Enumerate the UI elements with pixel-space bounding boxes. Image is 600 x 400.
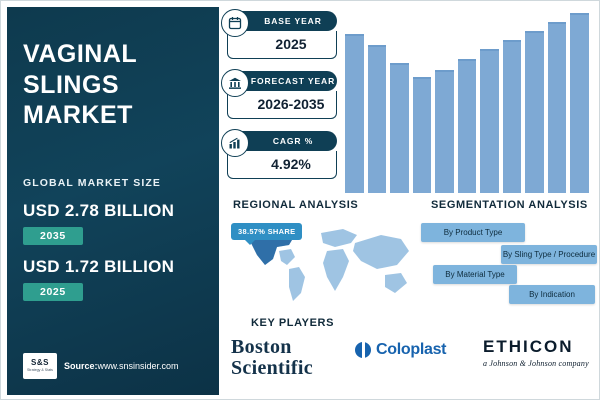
regional-map	[227, 215, 417, 307]
kpi-forecast-year-value: 2026-2035	[227, 91, 337, 119]
player-ethicon-name: ETHICON	[483, 337, 574, 356]
player-logo-ethicon	[483, 337, 589, 368]
bar-2028	[413, 77, 432, 193]
logo-secondary-text: Strategy & Stats	[27, 367, 53, 372]
player-logo-boston-scientific	[231, 337, 313, 379]
player-boston-line1: Boston	[231, 336, 292, 358]
kpi-cagr-value: 4.92%	[227, 151, 337, 179]
kpi-column	[227, 11, 337, 191]
bar-2030	[458, 59, 477, 193]
kpi-cagr	[227, 131, 337, 179]
player-boston-line2: Scientific	[231, 357, 313, 379]
source-text	[64, 361, 179, 371]
segment-chip-product-type[interactable]: By Product Type	[421, 223, 525, 242]
market-size-bar-chart	[345, 15, 589, 193]
bar-2033	[525, 31, 544, 193]
kpi-base-year-value: 2025	[227, 31, 337, 59]
bar-2027	[390, 63, 409, 193]
coloplast-mark-icon	[355, 342, 371, 358]
bar-2035	[570, 13, 589, 193]
segment-chip-sling-type[interactable]: By Sling Type / Procedure	[501, 245, 597, 264]
source-prefix: Source:	[64, 361, 98, 371]
kpi-base-year	[227, 11, 337, 59]
player-ethicon-tagline: a Johnson & Johnson company	[483, 359, 589, 368]
global-market-size-label: GLOBAL MARKET SIZE	[23, 176, 162, 189]
source-url: www.snsinsider.com	[97, 361, 179, 371]
company-logo	[23, 353, 57, 379]
segment-chip-material-type[interactable]: By Material Type	[433, 265, 517, 284]
section-title-regional: REGIONAL ANALYSIS	[233, 199, 359, 211]
bar-2031	[480, 49, 499, 193]
bar-2029	[435, 70, 454, 193]
market-value-future: USD 2.78 BILLION	[23, 200, 175, 220]
bar-2026	[368, 45, 387, 193]
section-title-segmentation: SEGMENTATION ANALYSIS	[431, 199, 588, 211]
kpi-forecast-year	[227, 71, 337, 119]
left-panel	[7, 7, 219, 395]
kpi-cagr-label: CAGR %	[227, 131, 337, 151]
bank-icon	[221, 69, 249, 97]
kpi-base-year-label: BASE YEAR	[227, 11, 337, 31]
bar-2034	[548, 22, 567, 193]
player-coloplast-name: Coloplast	[376, 341, 447, 358]
bar-2032	[503, 40, 522, 193]
bar-series	[345, 15, 589, 193]
bar-2025	[345, 34, 364, 193]
kpi-forecast-year-label: FORECAST YEAR	[227, 71, 337, 91]
calendar-icon	[221, 9, 249, 37]
growth-icon	[221, 129, 249, 157]
section-title-key-players: KEY PLAYERS	[251, 317, 335, 329]
market-value-base: USD 1.72 BILLION	[23, 256, 175, 276]
year-chip-base: 2025	[23, 283, 83, 301]
year-chip-future: 2035	[23, 227, 83, 245]
page-title: VAGINAL SLINGS MARKET	[23, 40, 137, 129]
key-players-row	[227, 335, 595, 391]
regional-share-badge: 38.57% SHARE	[231, 223, 302, 240]
logo-primary-text: S&S	[31, 358, 49, 368]
player-logo-coloplast	[355, 341, 446, 359]
segment-chip-indication[interactable]: By Indication	[509, 285, 595, 304]
source-row	[23, 353, 179, 379]
